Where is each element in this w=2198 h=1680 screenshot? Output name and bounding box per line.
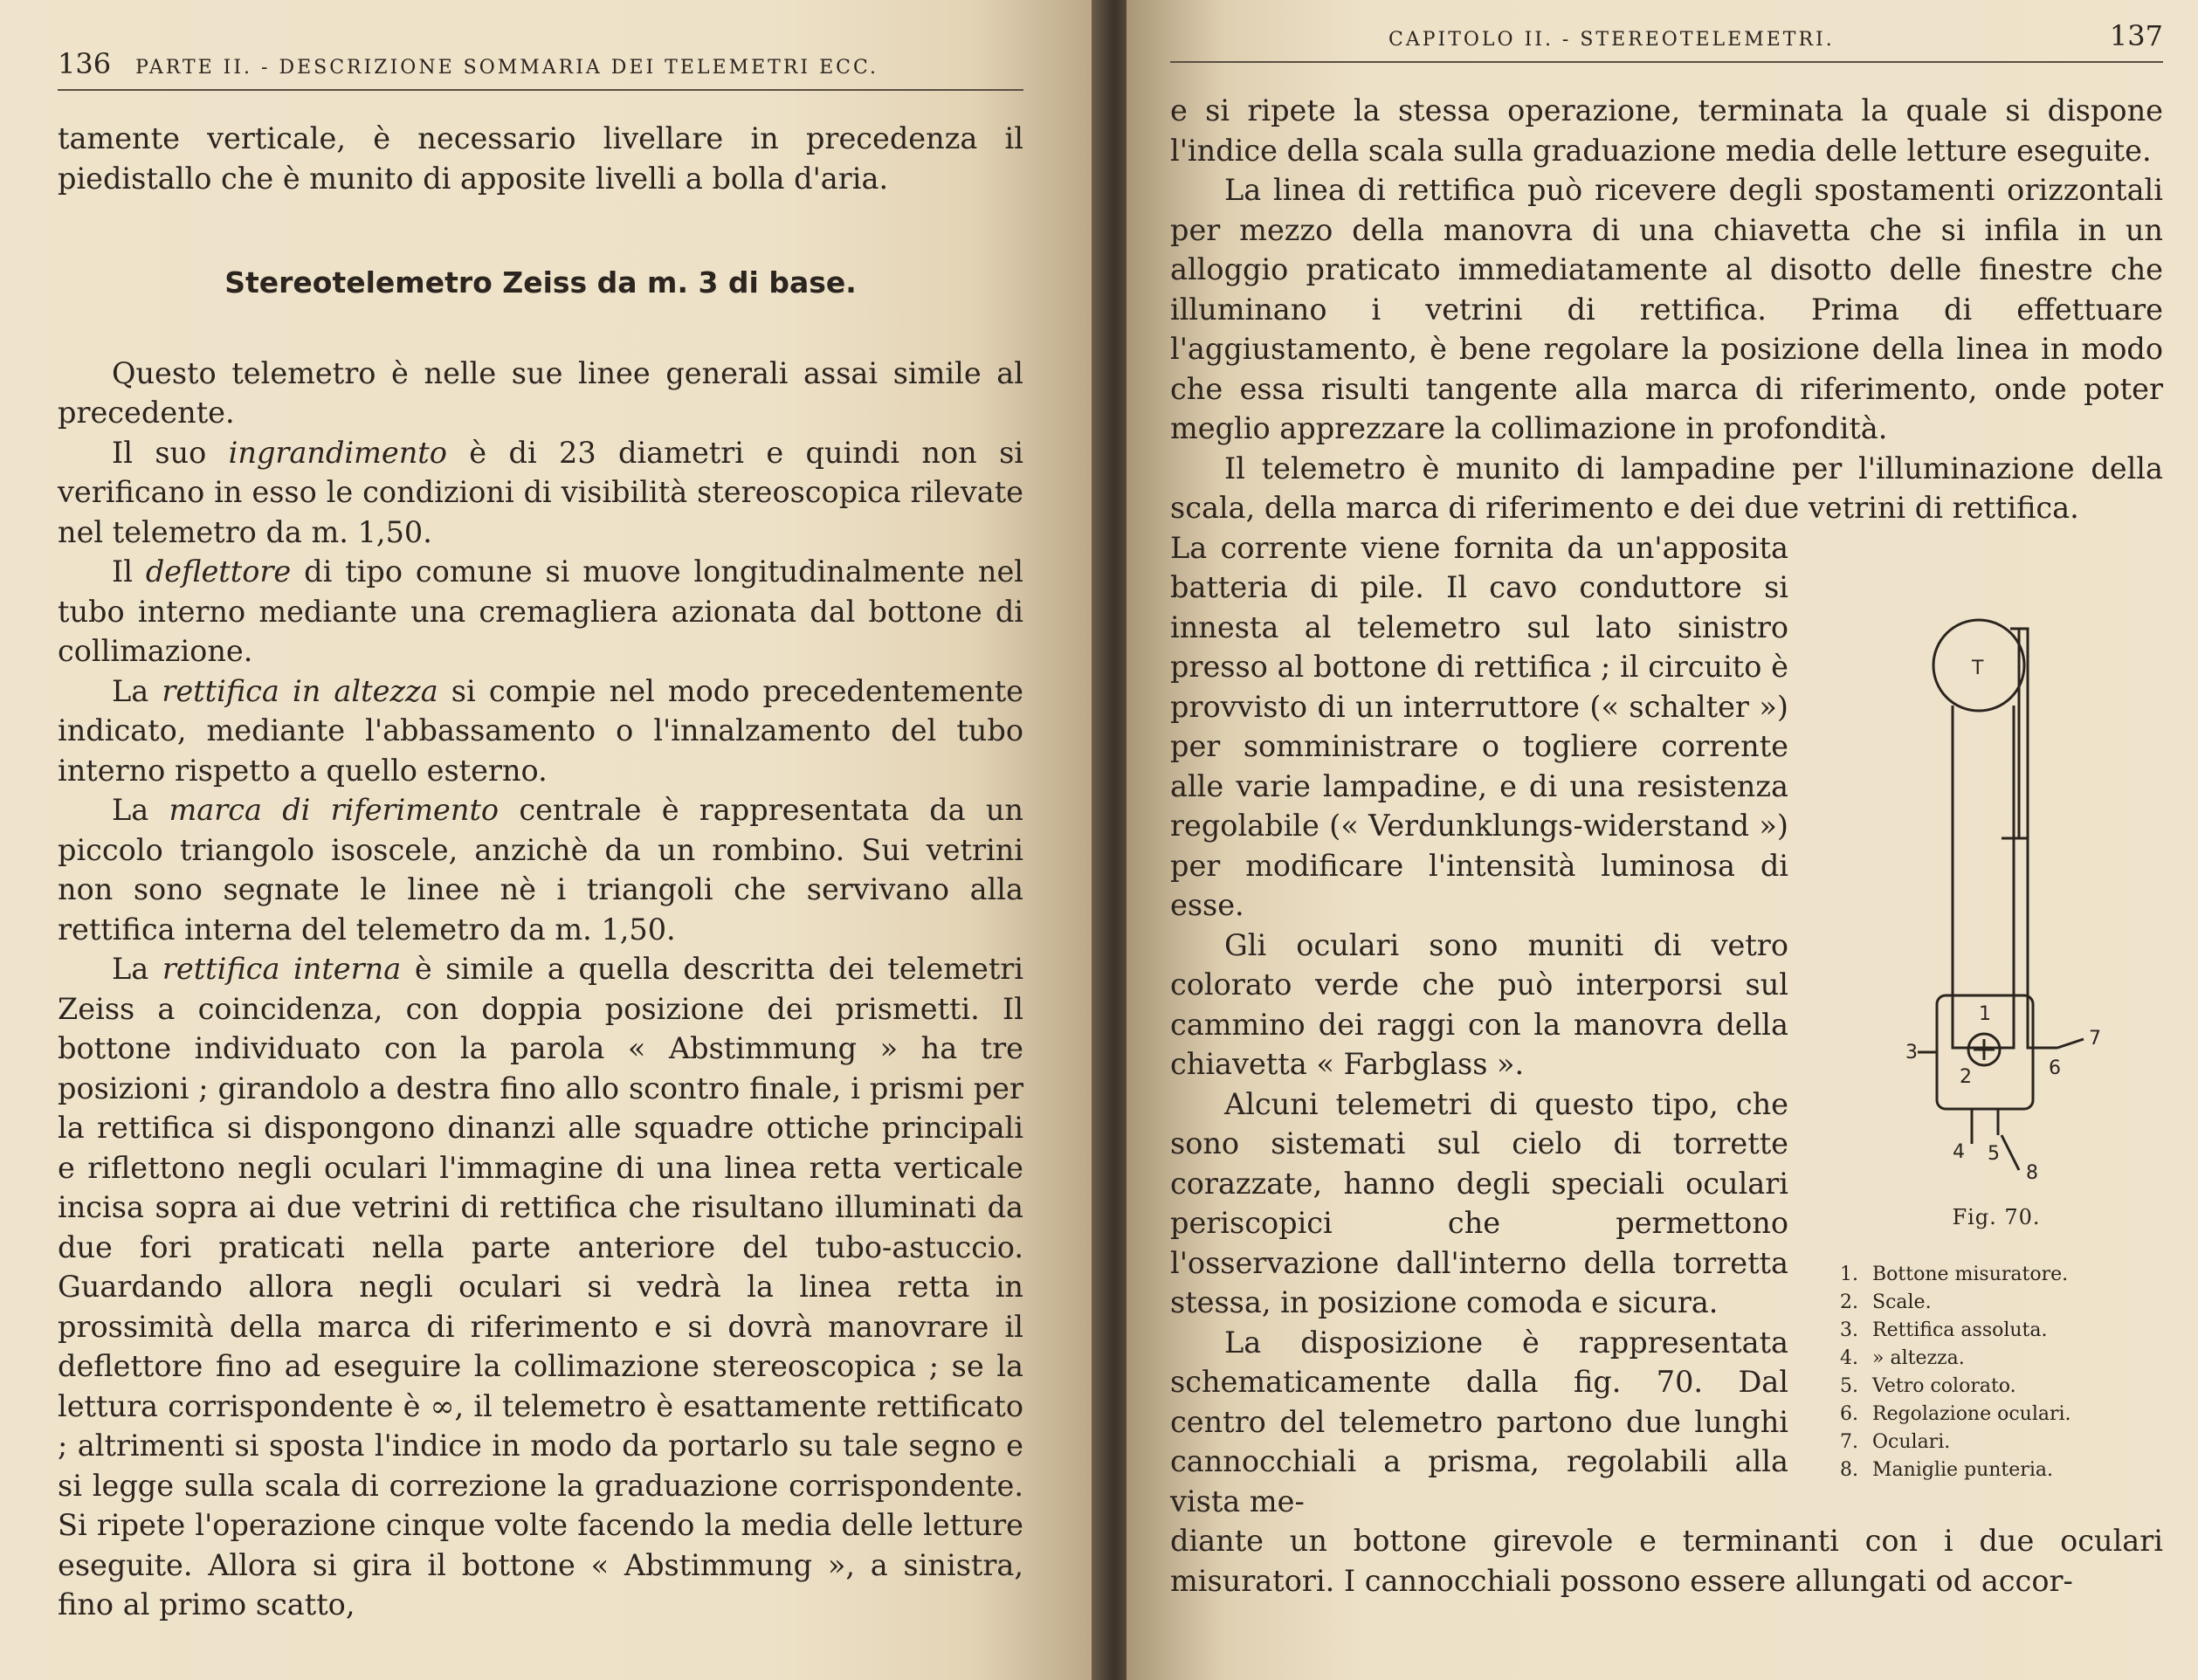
right-running-head	[1170, 19, 2163, 63]
italic-term: rettifica interna	[162, 952, 402, 986]
legend-text: Vetro colorato.	[1872, 1375, 2016, 1397]
italic-term: deflettore	[145, 554, 292, 589]
legend-number: 1.	[1840, 1263, 1858, 1285]
legend-number: 2.	[1840, 1291, 1858, 1313]
legend-text: Rettifica assoluta.	[1872, 1319, 2048, 1341]
legend-number: 8.	[1840, 1459, 1858, 1481]
legend-text: Bottone misuratore.	[1872, 1263, 2069, 1285]
paragraph: Il telemetro è munito di lampadine per l'illuminazione della scala, della marca di riferimento e dei due vetrini di rettifica.	[1170, 451, 2163, 525]
figure-top-label: T	[1972, 658, 1984, 679]
legend-number: 5.	[1840, 1375, 1858, 1397]
italic-term: marca di riferimento	[169, 793, 500, 827]
legend-text: » altezza.	[1872, 1347, 1965, 1369]
legend-item	[1813, 1429, 2180, 1456]
italic-term: rettifica in altezza	[162, 673, 438, 708]
page-number-left: 136	[58, 47, 112, 80]
text-run: centrale è rappresentata da un piccolo triangolo isoscele, anzichè da un rombino. Sui vetrini non sono segnate le linee nè i triangoli che servivano alla rettifica interna del telemetro da m. 1,50.	[58, 793, 1023, 947]
text-run: La	[112, 793, 169, 827]
legend-item	[1813, 1373, 2180, 1401]
paragraph: e si ripete la stessa operazione, terminata la quale si dispone l'indice della scala sulla graduazione media delle letture eseguite.	[1170, 93, 2163, 168]
figure-label: 4	[1953, 1141, 1965, 1163]
paragraph: La disposizione è rappresentata schematicamente dalla fig. 70. Dal centro del telemetro partono due lunghi cannocchiali a prisma, regolabili alla vista me-	[1170, 1325, 1788, 1518]
paragraph	[58, 552, 1023, 671]
figure-label: 6	[2049, 1057, 2061, 1079]
italic-term: ingrandimento	[228, 435, 447, 470]
paragraph: La corrente viene fornita da un'apposita batteria di pile. Il cavo conduttore si innesta al telemetro sul lato sinistro presso al bottone di rettifica ; il circuito è provvisto di un interruttore (« schalter ») per somministrare o togliere corrente alle varie lampadine, e di una resistenza regolabile (« Verdunklungs-widerstand ») per modificare l'intensità luminosa di esse.	[1170, 530, 1788, 922]
paragraph: tamente verticale, è necessario livellare in precedenza il piedistallo che è munito di apposite livelli a bolla d'aria.	[58, 121, 1023, 196]
knob-cross	[1974, 1039, 1995, 1060]
paragraph: diante un bottone girevole e terminanti con i due oculari misuratori. I cannocchiali possono essere allungati od accor-	[1170, 1524, 2163, 1598]
legend-item	[1813, 1261, 2180, 1289]
legend-text: Regolazione oculari.	[1872, 1403, 2071, 1425]
legend-number: 6.	[1840, 1403, 1858, 1425]
text-run: è simile a quella descritta dei telemetri Zeiss a coincidenza, con doppia posizione dei prismetti. Il bottone individuato con la parola « Abstimmung » ha tre posizioni ; girandolo a destra fino allo scontro finale, i prismi per la rettifica si dispongono dinanzi alle squadre ottiche principali e riflettono negli oculari l'immagine di una linea retta verticale incisa sopra ai due vetrini di rettifica che risultano illuminati da due fori praticati nella parte anteriore del tubo-astuccio. Guardando allora negli oculari si vedrà la linea retta in prossimità della marca di riferimento e si dovrà manovrare il deflettore fino ad eseguire la collimazione stereoscopica ; se la lettura corrispondente è ∞, il telemetro è esattamente rettificato ; altrimenti si sposta l'indice in modo da portarlo su tale segno e si legge sulla scala di correzione la graduazione corrispondente. Si ripete l'operazione cinque volte facendo la media delle letture eseguite. Allora si gira il bottone « Abstimmung », a sinistra, fino al primo scatto,	[58, 952, 1024, 1621]
legend-item	[1813, 1289, 2180, 1317]
paragraph: Alcuni telemetri di questo tipo, che sono sistemati sul cielo di torrette corazzate, hanno degli speciali oculari periscopici che permettono l'osservazione dall'interno della torretta stessa, in posizione comoda e sicura.	[1170, 1086, 1788, 1319]
text-run: si compie nel modo precedentemente indicato, mediante l'abbassamento o l'innalzamento del tubo interno rispetto a quello esterno.	[58, 673, 1024, 788]
left-running-head	[58, 47, 1023, 91]
left-body	[58, 119, 1023, 1625]
text-run: La	[112, 673, 162, 708]
right-header-text: CAPITOLO II. - STEREOTELEMETRI.	[1388, 29, 1835, 51]
paragraph: Gli oculari sono muniti di vetro colorato verde che può interporsi sul cammino dei raggi con la manovra della chiavetta « Farbglass ».	[1170, 927, 1788, 1081]
figure-caption: Fig. 70.	[1952, 1205, 2041, 1229]
figure-label: 5	[1988, 1143, 2000, 1165]
legend-number: 7.	[1840, 1431, 1858, 1453]
legend-item	[1813, 1401, 2180, 1429]
left-header-text: PARTE II. - DESCRIZIONE SOMMARIA DEI TELEMETRI ECC.	[135, 57, 879, 79]
paragraph	[58, 949, 1023, 1625]
paragraph	[58, 790, 1023, 949]
figure-label: 8	[2026, 1162, 2038, 1184]
text-run: è di 23 diametri e quindi non si verificano in esso le condizioni di visibilità stereoscopica rilevate nel telemetro da m. 1,50.	[58, 435, 1024, 549]
paragraph: Questo telemetro è nelle sue linee generali assai simile al precedente.	[58, 355, 1023, 430]
legend-text: Oculari.	[1872, 1431, 1951, 1453]
arrow-7	[2057, 1039, 2084, 1048]
legend-item	[1813, 1456, 2180, 1484]
paragraph	[58, 671, 1023, 791]
section-title: Stereotelemetro Zeiss da m. 3 di base.	[224, 265, 857, 300]
legend-item	[1813, 1345, 2180, 1373]
figure-label: 7	[2089, 1028, 2101, 1050]
legend-item	[1813, 1317, 2180, 1345]
figure-label: 3	[1905, 1042, 1918, 1064]
figure-legend	[1813, 1261, 2180, 1484]
figure-label: 1	[1979, 1003, 1991, 1025]
paragraph	[58, 433, 1023, 553]
right-page	[1127, 0, 2198, 1680]
legend-text: Scale.	[1872, 1291, 1932, 1313]
rangefinder-diagram	[1905, 611, 2162, 1188]
legend-number: 3.	[1840, 1319, 1858, 1341]
legend-number: 4.	[1840, 1347, 1858, 1369]
text-run: di tipo comune si muove longitudinalmente nel tubo interno mediante una cremagliera azionata dal bottone di collimazione.	[58, 554, 1023, 668]
legend-text: Maniglie punteria.	[1872, 1459, 2053, 1481]
paragraph: La linea di rettifica può ricevere degli spostamenti orizzontali per mezzo della manovra di una chiavetta che si infila in un alloggio praticato immediatamente al disotto delle finestre che illuminano i vetrini di rettifica. Prima di effettuare l'aggiustamento, è bene regolare la posizione della linea in modo che essa risulti tangente alla marca di riferimento, onde poter meglio apprezzare la collimazione in profondità.	[1170, 173, 2163, 445]
figure-label: 2	[1960, 1066, 1972, 1088]
text-run: La	[112, 952, 162, 986]
text-column-beside-figure	[1170, 528, 1788, 1522]
text-run: Il suo	[112, 435, 229, 470]
text-run: Il	[112, 554, 146, 589]
page-number-right: 137	[2109, 19, 2163, 52]
